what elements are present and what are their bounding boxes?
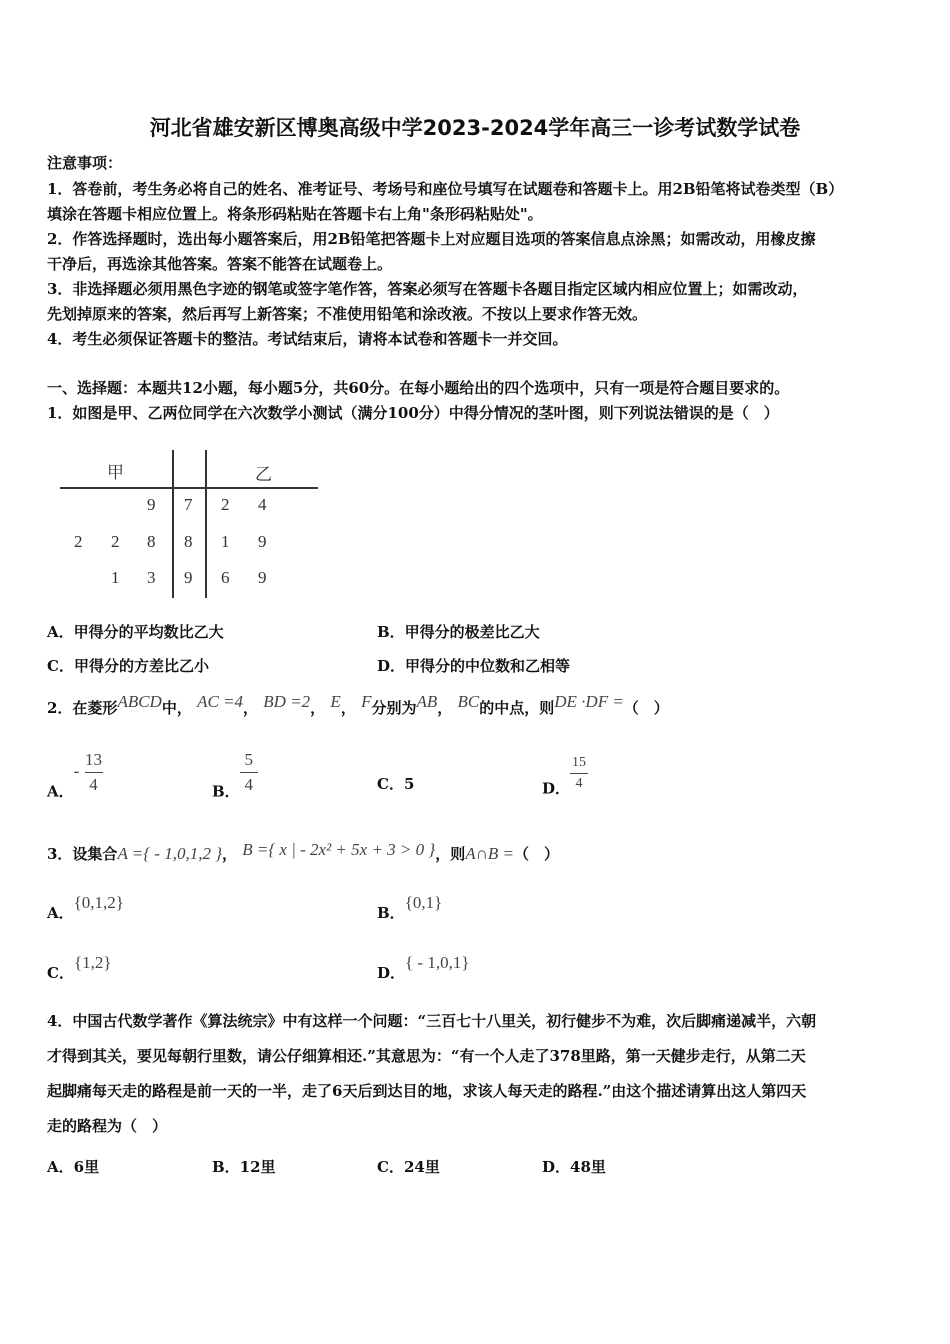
option-d: D．48里	[542, 1158, 606, 1176]
leaf: 9	[147, 495, 156, 514]
option-a: A．- $\frac{13}{4}$	[47, 750, 103, 801]
option-c: C．甲得分的方差比乙小	[47, 657, 209, 675]
leaf: 9	[258, 532, 267, 551]
option-b: B．{0,1}	[377, 893, 443, 922]
option-b: B．甲得分的极差比乙大	[377, 623, 540, 641]
question-4-line: 4．中国古代数学著作《算法统宗》中有这样一个问题：“三百七十八里关，初行健步不为难，次后脚痛递减半，六朝	[47, 1012, 817, 1030]
notice-line: 4．考生必须保证答题卡的整洁。考试结束后，请将本试卷和答题卡一并交回。	[47, 330, 568, 348]
notice-heading: 注意事项：	[47, 154, 123, 172]
page-title: 河北省雄安新区博奥高级中学2023-2024学年高三一诊考试数学试卷	[149, 116, 801, 140]
option-b: B． $\frac{5}{4}$	[212, 750, 258, 802]
leaf: 1	[111, 568, 120, 587]
question-2-stem: 2．在菱形ABCD中， AC =4， BD =2， E， F分别为AB， BC的中点，则DE ·DF =（ ）	[47, 692, 669, 717]
stem: 9	[184, 568, 193, 587]
leaf: 1	[221, 532, 230, 551]
question-1-stem: 1．如图是甲、乙两位同学在六次数学小测试（满分100分）中得分情况的茎叶图，则下列说法错误的是（ ）	[47, 404, 779, 422]
option-c: C．24里	[377, 1158, 440, 1176]
option-a: A．6里	[47, 1158, 100, 1176]
option-c: C．5	[377, 775, 415, 793]
option-c: C．{1,2}	[47, 953, 112, 982]
option-b: B．12里	[212, 1158, 276, 1176]
leaf: 2	[111, 532, 120, 551]
notice-line: 2．作答选择题时，选出每小题答案后，用2B铅笔把答题卡上对应题目选项的答案信息点涂黑；如需改动，用橡皮擦	[47, 230, 816, 248]
option-d: D． $\frac{15}{4}$	[542, 755, 587, 798]
option-d: D．甲得分的中位数和乙相等	[377, 657, 571, 675]
leaf: 3	[147, 568, 156, 587]
option-a: A．{0,1,2}	[47, 893, 124, 922]
stem: 8	[184, 532, 193, 551]
leaf: 9	[258, 568, 267, 587]
option-d: D．{ - 1,0,1}	[377, 953, 470, 982]
leaf: 2	[221, 495, 230, 514]
question-3-stem: 3．设集合A ={ - 1,0,1,2 }， B ={ x | - 2x² + 5x + 3 > 0 }，则A∩B =（ ）	[47, 840, 559, 863]
leaf: 6	[221, 568, 230, 587]
question-4-line: 走的路程为（ ）	[47, 1117, 168, 1135]
question-4-line: 才得到其关，要见每朝行里数，请公仔细算相还.”其意思为：“有一个人走了378里路，第一天健步走行，从第二天	[47, 1047, 806, 1065]
question-4-line: 起脚痛每天走的路程是前一天的一半，走了6天后到达目的地，求该人每天走的路程.”由这个描述请算出这人第四天	[47, 1082, 807, 1100]
section-heading: 一、选择题：本题共12小题，每小题5分，共60分。在每小题给出的四个选项中，只有一项是符合题目要求的。	[47, 379, 790, 397]
leaf: 8	[147, 532, 156, 551]
divider	[172, 450, 174, 598]
leaf: 4	[258, 495, 267, 514]
notice-line: 1．答卷前，考生务必将自己的姓名、准考证号、考场号和座位号填写在试题卷和答题卡上。用2B铅笔将试卷类型（B）	[47, 180, 844, 198]
divider	[60, 487, 318, 489]
right-header: 乙	[255, 465, 272, 484]
divider	[205, 450, 207, 598]
notice-line: 干净后，再选涂其他答案。答案不能答在试题卷上。	[47, 255, 393, 273]
leaf: 2	[74, 532, 83, 551]
notice-line: 填涂在答题卡相应位置上。将条形码粘贴在答题卡右上角"条形码粘贴处"。	[47, 205, 543, 223]
stem: 7	[184, 495, 193, 514]
notice-line: 先划掉原来的答案，然后再写上新答案；不准使用铅笔和涂改液。不按以上要求作答无效。	[47, 305, 648, 323]
option-a: A．甲得分的平均数比乙大	[47, 623, 224, 641]
left-header: 甲	[107, 463, 124, 482]
notice-line: 3．非选择题必须用黑色字迹的钢笔或签字笔作答，答案必须写在答题卡各题目指定区域内相应位置上；如需改动，	[47, 280, 808, 298]
